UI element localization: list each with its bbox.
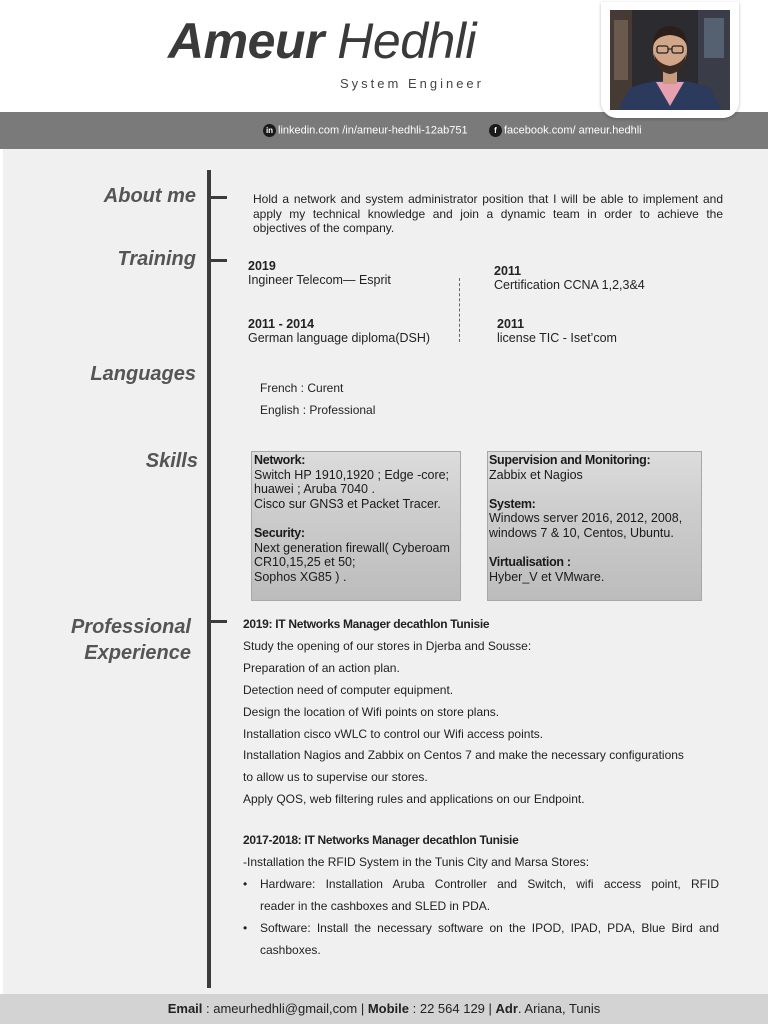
bullet-icon: • [243, 920, 248, 935]
job-line: Detection need of computer equipment. [243, 682, 454, 697]
timeline-tick-training [211, 259, 227, 262]
training-desc: Certification CCNA 1,2,3&4 [494, 278, 645, 292]
skill-line: Switch HP 1910,1920 ; Edge -core; [254, 467, 450, 482]
skill-line: CR10,15,25 et 50; [254, 555, 356, 570]
job-line: to allow us to supervise our stores. [243, 770, 428, 785]
language-french: French : Curent [260, 381, 344, 395]
skill-line: Next generation firewall( Cyberoam [254, 540, 450, 555]
about-text: Hold a network and system administrator position that I will be able to implement and apply my technical knowledge and join a dynamic team in order to achieve the objectives of the company. [253, 192, 723, 235]
job-bullet-hardware [243, 874, 719, 918]
job-line: Installation cisco vWLC to control our Wifi access points. [243, 726, 544, 741]
facebook-icon: f [489, 124, 502, 137]
job-intro: -Installation the RFID System in the Tunis City and Marsa Stores: [243, 854, 590, 869]
timeline-tick-about [211, 196, 227, 199]
job-line: Apply QOS, web filtering rules and applications on our Endpoint. [243, 792, 585, 807]
first-name: Ameur [168, 13, 324, 69]
footer-mobile-label: Mobile [367, 1001, 409, 1016]
section-title-training: Training [117, 248, 196, 270]
skill-line: Sophos XG85 ) . [254, 569, 347, 584]
facebook-url: facebook.com/ ameur.hedhli [504, 124, 642, 137]
language-english: English : Professional [260, 403, 376, 417]
skill-line: Windows server 2016, 2012, 2008, [489, 511, 683, 526]
section-title-experience-1: Professional [70, 616, 191, 638]
job-title-2019: 2019: IT Networks Manager decathlon Tunisie [243, 617, 490, 631]
job-line: Preparation of an action plan. [243, 660, 400, 675]
skill-heading-virtualisation: Virtualisation : [489, 555, 571, 570]
training-item [497, 317, 617, 345]
linkedin-link[interactable] [263, 124, 468, 137]
linkedin-url: linkedin.com /in/ameur-hedhli-12ab751 [278, 124, 468, 137]
footer-email: : ameurhedhli@gmail,com | [202, 1001, 368, 1016]
timeline-line [207, 170, 211, 988]
training-year: 2011 - 2014 [248, 317, 315, 331]
linkedin-icon: in [263, 124, 276, 137]
skills-box-systems [487, 451, 702, 601]
skill-heading-network: Network: [254, 453, 306, 467]
training-desc: license TIC - Iset’com [497, 331, 617, 345]
profile-photo-illustration [610, 10, 730, 110]
section-title-languages: Languages [90, 363, 196, 385]
skill-heading-security: Security: [254, 525, 305, 540]
facebook-link[interactable] [489, 124, 642, 137]
section-title-about: About me [103, 185, 196, 207]
job-line: Design the location of Wifi points on store plans. [243, 704, 500, 719]
training-item [248, 317, 430, 345]
section-title-experience-2: Experience [84, 642, 191, 664]
footer-contact [0, 1001, 768, 1016]
job-line: Study the opening of our stores in Djerba and Sousse: [243, 638, 532, 653]
skill-line: Hyber_V et VMware. [489, 569, 605, 584]
experience-job-2 [243, 830, 719, 961]
bullet-line: reader in the cashboxes and SLED in PDA. [260, 898, 491, 913]
bullet-icon: • [243, 876, 248, 891]
skill-line: huawei ; Aruba 7040 . [254, 482, 375, 497]
training-desc: German language diploma(DSH) [248, 331, 431, 345]
skill-heading-supervision: Supervision and Monitoring: [489, 453, 651, 467]
timeline-tick-experience [211, 620, 227, 623]
training-item [248, 259, 391, 287]
training-item [494, 264, 645, 292]
bullet-line: Software: Install the necessary software on the IPOD, IPAD, PDA, Blue Bird and [260, 920, 719, 935]
footer-email-label: Email [167, 1001, 203, 1016]
last-name: Hedhli [337, 13, 477, 69]
profile-photo [610, 10, 730, 110]
job-title-2017: 2017-2018: IT Networks Manager decathlon Tunisie [243, 833, 519, 847]
skill-line: Zabbix et Nagios [489, 467, 583, 482]
skill-line: windows 7 & 10, Centos, Ubuntu. [489, 525, 674, 540]
footer-address-label: Adr [495, 1001, 518, 1016]
page-edge [0, 149, 3, 994]
skill-heading-system: System: [489, 496, 536, 511]
training-desc: Ingineer Telecom— Esprit [248, 273, 391, 287]
training-divider [459, 278, 460, 342]
bullet-line: Hardware: Installation Aruba Controller and Switch, wifi access point, RFID [260, 876, 719, 891]
section-title-skills: Skills [145, 450, 198, 472]
training-year: 2011 [494, 264, 522, 278]
footer-mobile: : 22 564 129 | [409, 1001, 496, 1016]
training-year: 2011 [497, 317, 525, 331]
job-bullet-software [243, 918, 719, 962]
job-line: Installation Nagios and Zabbix on Centos 7 and make the necessary configurations [243, 748, 684, 763]
bullet-line: cashboxes. [260, 942, 321, 957]
experience-job-1 [243, 614, 723, 811]
skill-line: Cisco sur GNS3 et Packet Tracer. [254, 496, 441, 511]
footer-address: . Ariana, Tunis [517, 1001, 601, 1016]
training-year: 2019 [248, 259, 276, 273]
skills-box-network [251, 451, 461, 601]
candidate-name [168, 12, 476, 70]
job-title: System Engineer [340, 76, 484, 91]
